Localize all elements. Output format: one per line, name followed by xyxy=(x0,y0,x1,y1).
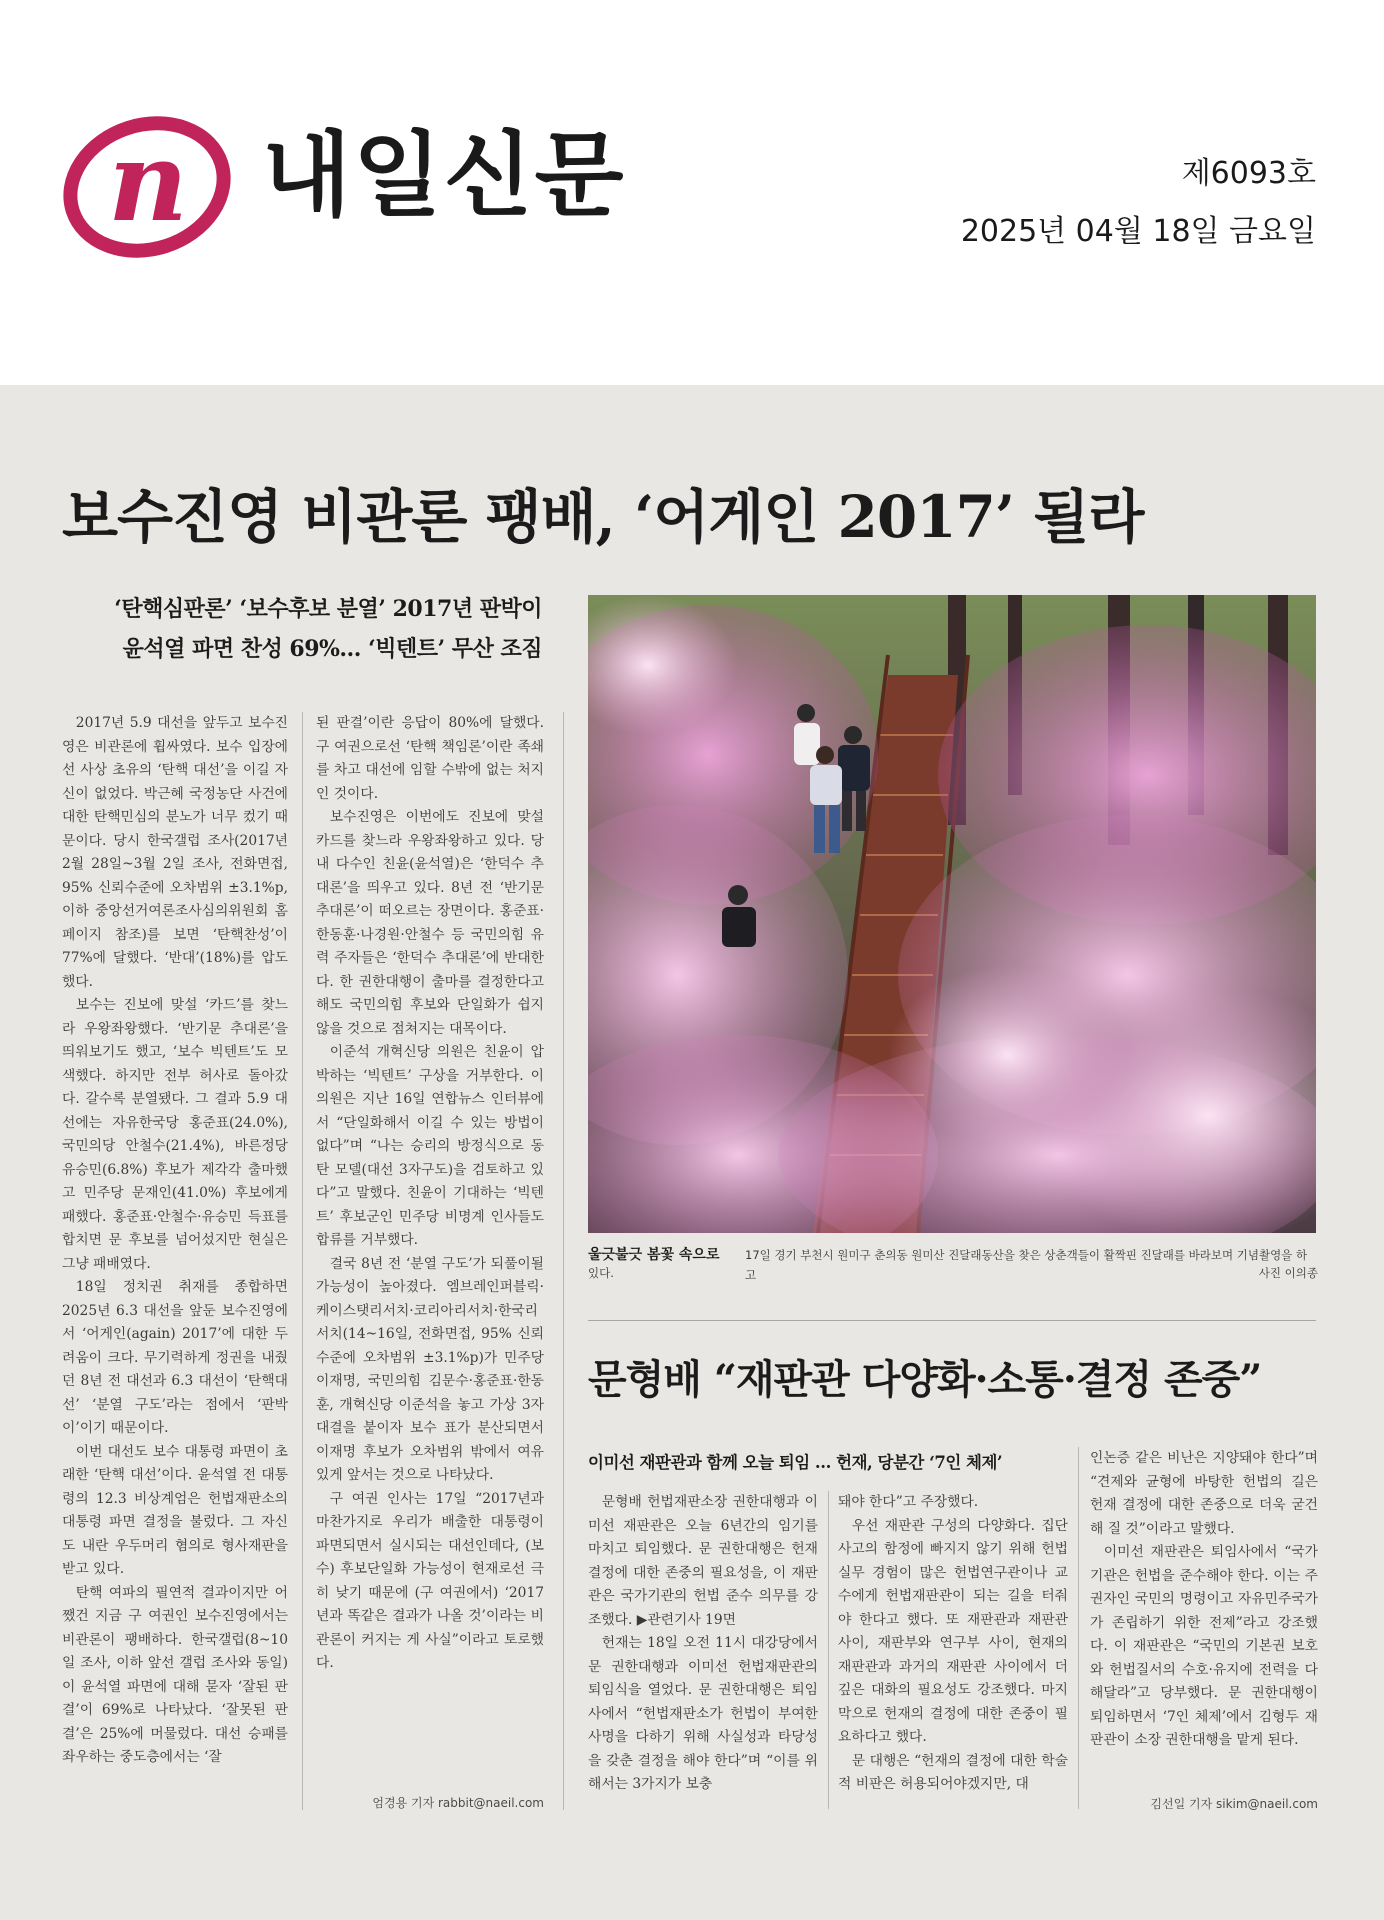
paragraph: 결국 8년 전 ‘분열 구도’가 되풀이될 가능성이 높아졌다. 엠브레인퍼블릭·케이스탯리서치·코리아리서치·한국리서치(14~16일, 전화면접, 95% 신뢰수준에 오차범위 ±3.1%p)가 민주당 이재명, 국민의힘 김문수·홍준표·한동훈, 개혁신당 이준석을 놓고 가상 3자 대결을 붙이자 보수 표가 분산되면서 이재명 후보가 오차범위 밖에서 여유 있게 앞서는 것으로 나타났다. xyxy=(316,1255,544,1483)
second-byline: 김선일 기자 sikim@naeil.com xyxy=(1150,1797,1318,1811)
naeil-logo-icon xyxy=(62,112,232,262)
paragraph: 돼야 한다”고 주장했다. xyxy=(838,1494,979,1510)
photo-credit: 사진 이의종 xyxy=(1258,1266,1318,1280)
photo-caption-title: 울긋불긋 봄꽃 속으로 xyxy=(588,1247,720,1263)
paragraph: 구 여권 인사는 17일 “2017년과 마찬가지로 우리가 배출한 대통령이 파면되면서 실시되는 대선인데다, (보수) 후보단일화 가능성이 현재로선 극히 낮기 때문에 (구 여권에서) ‘2017년과 똑같은 결과가 나올 것’이라는 비관론이 커지는 게 사실”이라고 토로했다. xyxy=(316,1490,544,1671)
newspaper-name: 내일신문 xyxy=(262,122,626,229)
paragraph: 문형배 헌법재판소장 권한대행과 이미선 재판관은 오늘 6년간의 임기를 마치고 퇴임했다. 문 권한대행은 헌재 결정에 대한 존중의 필요성을, 이 재판관은 국가기관의 헌법 준수 의무를 강조했다. ▶관련기사 19면 xyxy=(588,1494,818,1628)
second-column-2 xyxy=(838,1491,1068,1809)
issue-date: 2025년 04월 18일 금요일 xyxy=(960,214,1316,249)
second-column-3 xyxy=(1090,1447,1318,1777)
paragraph: 이준석 개혁신당 의원은 친윤이 압박하는 ‘빅텐트’ 구상을 거부한다. 이 의원은 지난 16일 연합뉴스 인터뷰에서 “단일화해서 이길 수 있는 방법이 없다”며 “나는 승리의 방정식으로 동탄 모델(대선 3자구도)을 검토하고 있다”고 말했다. 친윤이 기대하는 ‘빅텐트’ 후보군인 민주당 비명계 인사들도 합류를 거부했다. xyxy=(316,1044,544,1248)
paragraph: 인논증 같은 비난은 지양돼야 한다”며 “견제와 균형에 바탕한 헌법의 길은 헌재 결정에 대한 존중으로 더욱 굳건해 질 것”이라고 말했다. xyxy=(1090,1450,1318,1537)
lead-subhead-1: ‘탄핵심판론’ ‘보수후보 분열’ 2017년 판박이 xyxy=(114,596,542,622)
second-subhead: 이미선 재판관과 함께 오늘 퇴임 … 헌재, 당분간 ‘7인 체제’ xyxy=(588,1453,1003,1472)
paragraph: 2017년 5.9 대선을 앞두고 보수진영은 비관론에 휩싸였다. 보수 입장에선 사상 초유의 ‘탄핵 대선’을 이길 자신이 없었다. 박근혜 국정농단 사건에 대한 탄핵민심의 분노가 너무 컸기 때문이다. 당시 한국갤럽 조사(2017년 2월 28일~3월 2일 조사, 전화면접, 95% 신뢰수준에 오차범위 ±3.1%p, 이하 중앙선거여론조사심의위원회 홈페이지 참조)를 보면 ‘탄핵찬성’이 77%에 달했다. ‘반대’(18%)를 압도했다. xyxy=(62,715,288,990)
second-column-1 xyxy=(588,1491,818,1809)
second-headline: 문형배 “재판관 다양화·소통·결정 존중” xyxy=(588,1356,1262,1403)
paragraph: 이번 대선도 보수 대통령 파면이 초래한 ‘탄핵 대선’이다. 윤석열 전 대통령의 12.3 비상계엄은 헌법재판소의 대통령 파면 결정을 불렀다. 그 자신도 내란 우두머리 혐의로 형사재판을 받고 있다. xyxy=(62,1443,288,1577)
paragraph: 문 대행은 “헌재의 결정에 대한 학술적 비판은 허용되어야겠지만, 대 xyxy=(838,1752,1068,1792)
column-divider xyxy=(828,1491,829,1809)
paragraph: 18일 정치권 취재를 종합하면 2025년 6.3 대선을 앞둔 보수진영에서 ‘어게인(again) 2017’에 대한 두려움이 크다. 무기력하게 정권을 내줬던 8년 전 대선과 6.3 대선이 ‘탄핵대선’ ‘분열 구도’라는 점에서 ‘판박이’이기 때문이다. xyxy=(62,1279,288,1436)
paragraph: 보수는 진보에 맞설 ‘카드’를 찾느라 우왕좌왕했다. ‘반기문 추대론’을 띄워보기도 했고, ‘보수 빅텐트’도 모색했다. 하지만 전부 허사로 돌아갔다. 갈수록 분열됐다. 그 결과 5.9 대선에는 자유한국당 홍준표(24.0%), 국민의당 안철수(21.4%), 바른정당 유승민(6.8%) 후보가 제각각 출마했고 민주당 문재인(41.0%) 후보에게 패했다. 홍준표·안철수·유승민 득표를 합치면 문 후보를 넘어섰지만 현실은 그냥 패배였다. xyxy=(62,997,288,1272)
column-divider xyxy=(302,712,303,1810)
masthead xyxy=(0,0,1384,385)
paragraph: 우선 재판관 구성의 다양화다. 집단사고의 함정에 빠지지 않기 위해 헌법 실무 경험이 많은 헌법연구관이나 교수에게 헌법재판관이 되는 길을 터줘야 한다고 했다. 또 재판관과 재판관 사이, 재판부와 연구부 사이, 현재의 재판관과 과거의 재판관 사이에서 더 깊은 대화의 필요성도 강조했다. 마지막으로 헌재의 결정에 대한 존중이 필요하다고 했다. xyxy=(838,1517,1068,1745)
paragraph: 헌재는 18일 오전 11시 대강당에서 문 권한대행과 이미선 헌법재판관의 퇴임식을 열었다. 문 권한대행은 퇴임사에서 “헌법재판소가 헌법이 부여한 사명을 다하기 위해 사실성과 타당성을 갖춘 결정을 해야 한다”며 “이를 위해서는 3가지가 보충 xyxy=(588,1635,818,1792)
lead-subhead-2: 윤석열 파면 찬성 69%… ‘빅텐트’ 무산 조짐 xyxy=(122,636,542,662)
photo-caption-continued: 있다. xyxy=(588,1266,614,1280)
paragraph: 보수진영은 이번에도 진보에 맞설 카드를 찾느라 우왕좌왕하고 있다. 당내 다수인 친윤(윤석열)은 ‘한덕수 추대론’을 띄우고 있다. 8년 전 ‘반기문 추대론’이 떠오르는 장면이다. 홍준표·한동훈·나경원·안철수 등 국민의힘 유력 주자들은 ‘한덕수 추대론’에 반대한다. 한 권한대행이 출마를 결정한다고 해도 국민의힘 후보와 단일화가 쉽지 않을 것으로 점쳐지는 대목이다. xyxy=(316,809,544,1037)
paragraph: 된 판결’이란 응답이 80%에 달했다. 구 여권으로선 ‘탄핵 책임론’이란 족쇄를 차고 대선에 임할 수밖에 없는 처지인 것이다. xyxy=(316,715,544,802)
lead-byline: 엄경용 기자 rabbit@naeil.com xyxy=(372,1796,544,1810)
photo-caption-text: 17일 경기 부천시 원미구 춘의동 원미산 진달래동산을 찾은 상춘객들이 활짝핀 진달래를 바라보며 기념촬영을 하고 xyxy=(745,1248,1308,1282)
paragraph: 이미선 재판관은 퇴임사에서 “국가기관은 헌법을 준수해야 한다. 이는 주권자인 국민의 명령이고 자유민주국가가 존립하기 위한 전제”라고 강조했다. 이 재판관은 “국민의 기본권 보호와 헌법질서의 수호·유지에 전력을 다해달라”고 당부했다. 문 권한대행이 퇴임하면서 ‘7인 체제’에서 김형두 재판관이 소장 권한대행을 맡게 된다. xyxy=(1090,1544,1318,1748)
lead-column-1 xyxy=(62,712,288,1810)
column-divider xyxy=(1078,1447,1079,1809)
section-rule xyxy=(588,1320,1316,1321)
logo-letter: n xyxy=(108,117,188,246)
issue-number: 제6093호 xyxy=(1181,156,1316,191)
photo-illustration xyxy=(588,595,1316,1233)
azalea-photo xyxy=(588,595,1316,1233)
paragraph: 탄핵 여파의 필연적 결과이지만 어쨌건 지금 구 여권인 보수진영에서는 비관론이 팽배하다. 한국갤럽(8~10일 조사, 이하 앞선 갤럽 조사와 동일)이 윤석열 파면에 대해 묻자 ‘잘된 판결’이 69%로 나타났다. ‘잘못된 판결’은 25%에 머물렀다. 대선 승패를 좌우하는 중도층에서는 ‘잘 xyxy=(62,1584,288,1765)
column-divider xyxy=(563,712,564,1810)
main-headline: 보수진영 비관론 팽배, ‘어게인 2017’ 될라 xyxy=(62,483,1144,551)
lead-column-2 xyxy=(316,712,544,1762)
